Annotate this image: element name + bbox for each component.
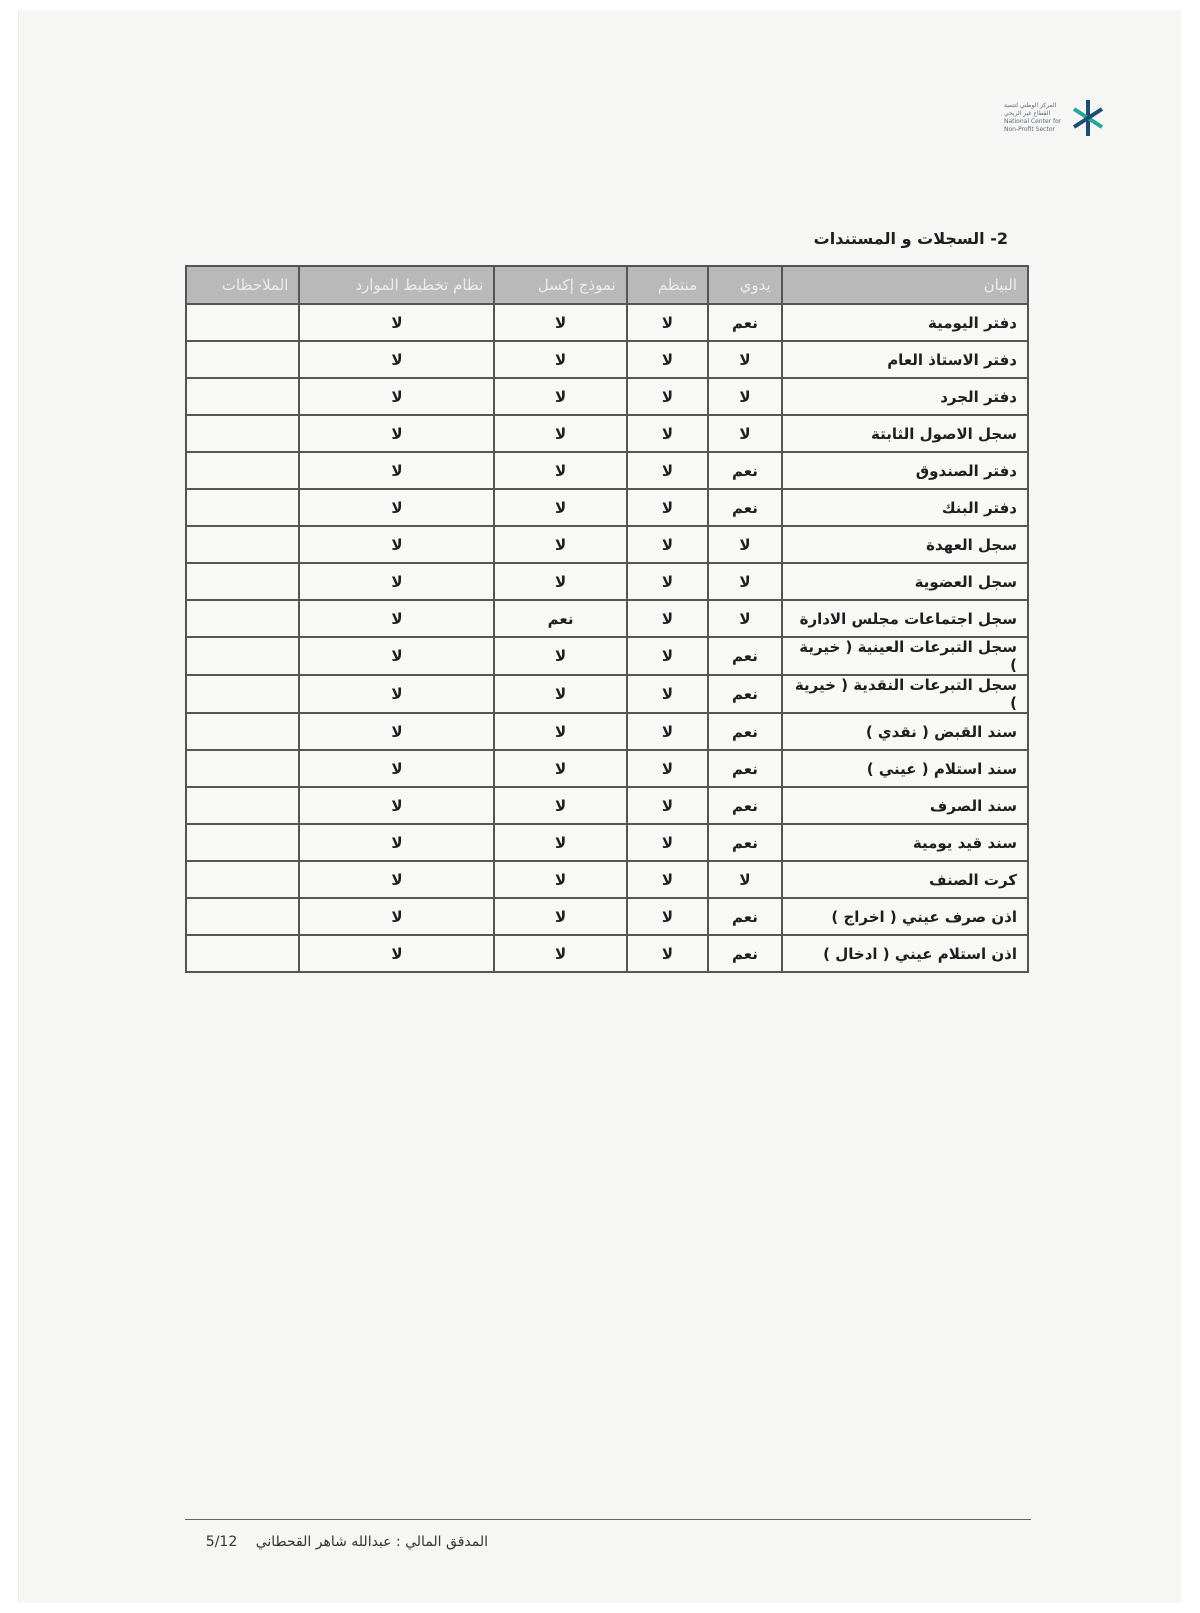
cell-notes (186, 341, 299, 378)
cell-item: سجل العضوية (782, 563, 1028, 600)
cell-manual: نعم (708, 935, 782, 972)
cell-notes (186, 378, 299, 415)
cell-organized: لا (627, 787, 709, 824)
cell-item: سجل الاصول الثابتة (782, 415, 1028, 452)
logo-en-line1: National Center for (1004, 118, 1062, 125)
table-row (186, 526, 1028, 563)
cell-manual: لا (708, 861, 782, 898)
cell-excel: لا (494, 935, 626, 972)
cell-organized: لا (627, 675, 709, 713)
cell-manual: نعم (708, 713, 782, 750)
cell-manual: لا (708, 415, 782, 452)
cell-excel: لا (494, 675, 626, 713)
table-header-row (186, 266, 1028, 304)
cell-manual: نعم (708, 787, 782, 824)
cell-manual: لا (708, 526, 782, 563)
cell-notes (186, 898, 299, 935)
table-row (186, 378, 1028, 415)
cell-notes (186, 824, 299, 861)
logo-text (1004, 102, 1070, 134)
logo-ar-line1: المركز الوطني لتنمية (1004, 102, 1057, 109)
cell-item: سند استلام ( عيني ) (782, 750, 1028, 787)
cell-excel: لا (494, 637, 626, 675)
cell-notes (186, 935, 299, 972)
cell-notes (186, 750, 299, 787)
cell-excel: لا (494, 452, 626, 489)
table-row (186, 341, 1028, 378)
table-row (186, 489, 1028, 526)
ncnp-star-logo-icon (1072, 98, 1104, 138)
header-item: البيان (782, 266, 1028, 304)
cell-manual: نعم (708, 637, 782, 675)
cell-manual: نعم (708, 304, 782, 341)
cell-notes (186, 861, 299, 898)
cell-erp: لا (299, 824, 494, 861)
cell-organized: لا (627, 824, 709, 861)
section-title: 2- السجلات و المستندات (813, 229, 1008, 248)
cell-excel: لا (494, 824, 626, 861)
cell-notes (186, 415, 299, 452)
cell-organized: لا (627, 341, 709, 378)
header-excel: نموذج إكسل (494, 266, 626, 304)
table-row (186, 935, 1028, 972)
logo-ar-line2: القطاع غير الربحي (1004, 110, 1051, 117)
cell-organized: لا (627, 750, 709, 787)
cell-item: دفتر اليومية (782, 304, 1028, 341)
header-manual: يدوي (708, 266, 782, 304)
cell-erp: لا (299, 304, 494, 341)
cell-erp: لا (299, 861, 494, 898)
cell-organized: لا (627, 304, 709, 341)
records-table (185, 265, 1029, 973)
table-body (186, 304, 1028, 972)
cell-item: سجل التبرعات النقدية ( خيرية ) (782, 675, 1028, 713)
cell-erp: لا (299, 378, 494, 415)
cell-erp: لا (299, 415, 494, 452)
header-notes: الملاحظات (186, 266, 299, 304)
table-row (186, 415, 1028, 452)
cell-item: دفتر الاستاذ العام (782, 341, 1028, 378)
footer (188, 1534, 488, 1550)
cell-manual: لا (708, 563, 782, 600)
table-row (186, 452, 1028, 489)
cell-erp: لا (299, 600, 494, 637)
table-row (186, 637, 1028, 675)
cell-organized: لا (627, 637, 709, 675)
table-row (186, 304, 1028, 341)
cell-excel: لا (494, 341, 626, 378)
cell-manual: نعم (708, 898, 782, 935)
cell-excel: لا (494, 526, 626, 563)
cell-notes (186, 489, 299, 526)
cell-item: كرت الصنف (782, 861, 1028, 898)
header-organized: منتظم (627, 266, 709, 304)
cell-erp: لا (299, 563, 494, 600)
cell-erp: لا (299, 526, 494, 563)
cell-excel: نعم (494, 600, 626, 637)
cell-item: سند قيد يومية (782, 824, 1028, 861)
table-row (186, 600, 1028, 637)
cell-item: سجل العهدة (782, 526, 1028, 563)
table-row (186, 563, 1028, 600)
cell-erp: لا (299, 452, 494, 489)
cell-manual: نعم (708, 675, 782, 713)
cell-erp: لا (299, 675, 494, 713)
cell-item: سند القبض ( نقدي ) (782, 713, 1028, 750)
cell-organized: لا (627, 378, 709, 415)
table-row (186, 824, 1028, 861)
cell-excel: لا (494, 304, 626, 341)
cell-notes (186, 637, 299, 675)
footer-divider (185, 1519, 1031, 1520)
cell-manual: نعم (708, 750, 782, 787)
cell-erp: لا (299, 898, 494, 935)
cell-manual: لا (708, 600, 782, 637)
cell-erp: لا (299, 713, 494, 750)
cell-notes (186, 675, 299, 713)
cell-item: سند الصرف (782, 787, 1028, 824)
cell-notes (186, 600, 299, 637)
cell-manual: لا (708, 378, 782, 415)
table-row (186, 787, 1028, 824)
cell-manual: نعم (708, 824, 782, 861)
cell-erp: لا (299, 489, 494, 526)
cell-item: اذن استلام عيني ( ادخال ) (782, 935, 1028, 972)
table-row (186, 675, 1028, 713)
cell-item: اذن صرف عيني ( اخراج ) (782, 898, 1028, 935)
table-row (186, 713, 1028, 750)
cell-organized: لا (627, 415, 709, 452)
cell-organized: لا (627, 563, 709, 600)
cell-excel: لا (494, 563, 626, 600)
cell-erp: لا (299, 935, 494, 972)
cell-organized: لا (627, 713, 709, 750)
cell-organized: لا (627, 489, 709, 526)
cell-notes (186, 304, 299, 341)
cell-notes (186, 526, 299, 563)
cell-excel: لا (494, 489, 626, 526)
cell-organized: لا (627, 526, 709, 563)
cell-item: سجل اجتماعات مجلس الادارة (782, 600, 1028, 637)
cell-notes (186, 787, 299, 824)
cell-erp: لا (299, 750, 494, 787)
table-row (186, 750, 1028, 787)
cell-item: سجل التبرعات العينية ( خيرية ) (782, 637, 1028, 675)
header-erp: نظام تخطيط الموارد (299, 266, 494, 304)
cell-manual: نعم (708, 489, 782, 526)
cell-notes (186, 713, 299, 750)
cell-item: دفتر الصندوق (782, 452, 1028, 489)
cell-erp: لا (299, 637, 494, 675)
cell-erp: لا (299, 341, 494, 378)
cell-excel: لا (494, 750, 626, 787)
cell-excel: لا (494, 713, 626, 750)
cell-organized: لا (627, 452, 709, 489)
cell-notes (186, 563, 299, 600)
page-number: 5/12 (205, 1534, 238, 1550)
cell-excel: لا (494, 898, 626, 935)
logo-en-line2: Non-Profit Sector (1004, 126, 1055, 133)
cell-excel: لا (494, 787, 626, 824)
table-row (186, 898, 1028, 935)
cell-organized: لا (627, 898, 709, 935)
organization-logo (1004, 98, 1104, 140)
cell-excel: لا (494, 415, 626, 452)
cell-erp: لا (299, 787, 494, 824)
cell-organized: لا (627, 861, 709, 898)
cell-item: دفتر البنك (782, 489, 1028, 526)
cell-manual: لا (708, 341, 782, 378)
cell-excel: لا (494, 861, 626, 898)
cell-excel: لا (494, 378, 626, 415)
footer-auditor: المدقق المالي : عبدالله شاهر القحطاني (255, 1534, 488, 1550)
cell-notes (186, 452, 299, 489)
cell-manual: نعم (708, 452, 782, 489)
table-row (186, 861, 1028, 898)
cell-item: دفتر الجرد (782, 378, 1028, 415)
cell-organized: لا (627, 600, 709, 637)
cell-organized: لا (627, 935, 709, 972)
